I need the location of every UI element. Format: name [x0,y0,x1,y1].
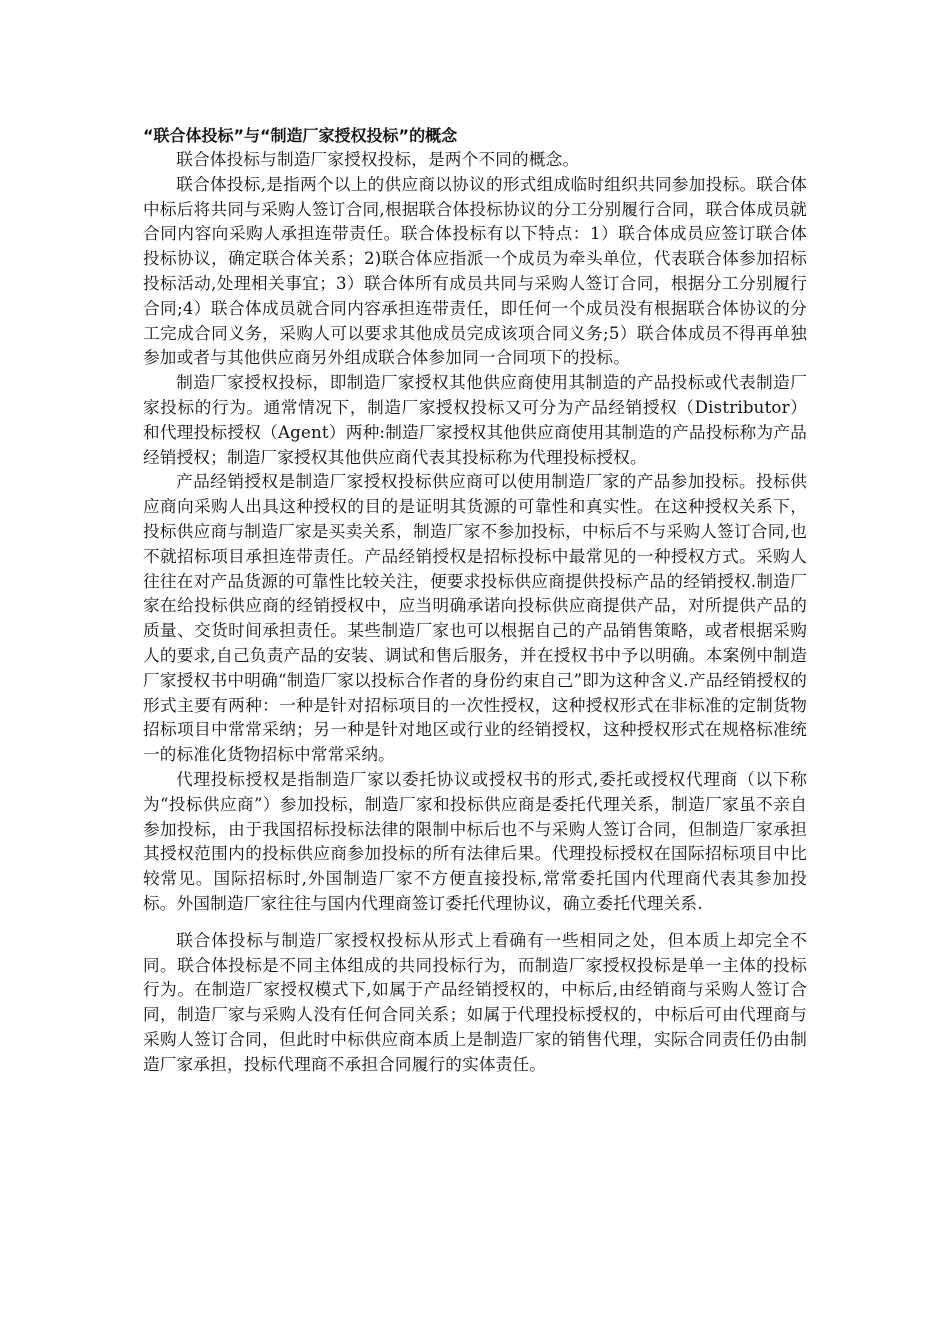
document-title: “联合体投标”与“制造厂家授权投标”的概念 [143,126,458,145]
paragraph-intro: 联合体投标与制造厂家授权投标，是两个不同的概念。 [176,150,580,169]
paragraph-comparison: 联合体投标与制造厂家授权投标从形式上看确有一些相同之处，但本质上却完全不同。联合体投标是不同主体组成的共同投标行为，而制造厂家授权投标是单一主体的投标行为。在制造厂家授权模式下,如属于产品经销授权的，中标后,由经销商与采购人签订合同，制造厂家与采购人没有任何合同关系；如属于代理投标授权的，中标后可由代理商与采购人签订合同，但此时中标供应商本质上是制造厂家的销售代理，实际合同责任仍由制造厂家承担，投标代理商不承担合同履行的实体责任。 [143,930,807,1074]
document-page [143,124,807,1077]
paragraph-agent-authorization: 代理投标授权是指制造厂家以委托协议或授权书的形式,委托或授权代理商（以下称为“投标供应商”）参加投标，制造厂家和投标供应商是委托代理关系，制造厂家虽不亲自参加投标，由于我国招标投标法律的限制中标后也不与采购人签订合同，但制造厂家承担其授权范围内的投标供应商参加投标的所有法律后果。代理投标授权在国际招标项目中比较常见。国际招标时,外国制造厂家不方便直接投标,常常委托国内代理商代表其参加投标。外国制造厂家往往与国内代理商签订委托代理协议，确立委托代理关系. [143,769,807,913]
paragraph-distributor-authorization: 产品经销授权是制造厂家授权投标供应商可以使用制造厂家的产品参加投标。投标供应商向采购人出具这种授权的目的是证明其货源的可靠性和真实性。在这种授权关系下，投标供应商与制造厂家是买卖关系，制造厂家不参加投标，中标后不与采购人签订合同,也不就招标项目承担连带责任。产品经销授权是招标投标中最常见的一种授权方式。采购人往往在对产品货源的可靠性比较关注，便要求投标供应商提供投标产品的经销授权.制造厂家在给投标供应商的经销授权中，应当明确承诺向投标供应商提供产品，对所提供产品的质量、交货时间承担责任。某些制造厂家也可以根据自己的产品销售策略，或者根据采购人的要求,自己负责产品的安装、调试和售后服务，并在授权书中予以明确。本案例中制造厂家授权书中明确“制造厂家以投标合作者的身份约束自己”即为这种含义.产品经销授权的形式主要有两种：一种是针对招标项目的一次性授权，这种授权形式在非标准的定制货物招标项目中常常采纳；另一种是针对地区或行业的经销授权，这种授权形式在规格标准统一的标准化货物招标中常常采纳。 [143,472,807,765]
paragraph-manufacturer-authorization: 制造厂家授权投标，即制造厂家授权其他供应商使用其制造的产品投标或代表制造厂家投标的行为。通常情况下，制造厂家授权投标又可分为产品经销授权（Distributor）和代理投标授权（Agent）两种:制造厂家授权其他供应商使用其制造的产品投标称为产品经销授权；制造厂家授权其他供应商代表其投标称为代理投标授权。 [143,373,807,467]
paragraph-consortium-bidding: 联合体投标,是指两个以上的供应商以协议的形式组成临时组织共同参加投标。联合体中标后将共同与采购人签订合同,根据联合体投标协议的分工分别履行合同，联合体成员就合同内容向采购人承担连带责任。联合体投标有以下特点：1）联合体成员应签订联合体投标协议，确定联合体关系；2)联合体应指派一个成员为牵头单位，代表联合体参加招标投标活动,处理相关事宜；3）联合体所有成员共同与采购人签订合同，根据分工分别履行合同;4）联合体成员就合同内容承担连带责任，即任何一个成员没有根据联合体协议的分工完成合同义务，采购人可以要求其他成员完成该项合同义务;5）联合体成员不得再单独参加或者与其他供应商另外组成联合体参加同一合同项下的投标。 [143,174,807,368]
